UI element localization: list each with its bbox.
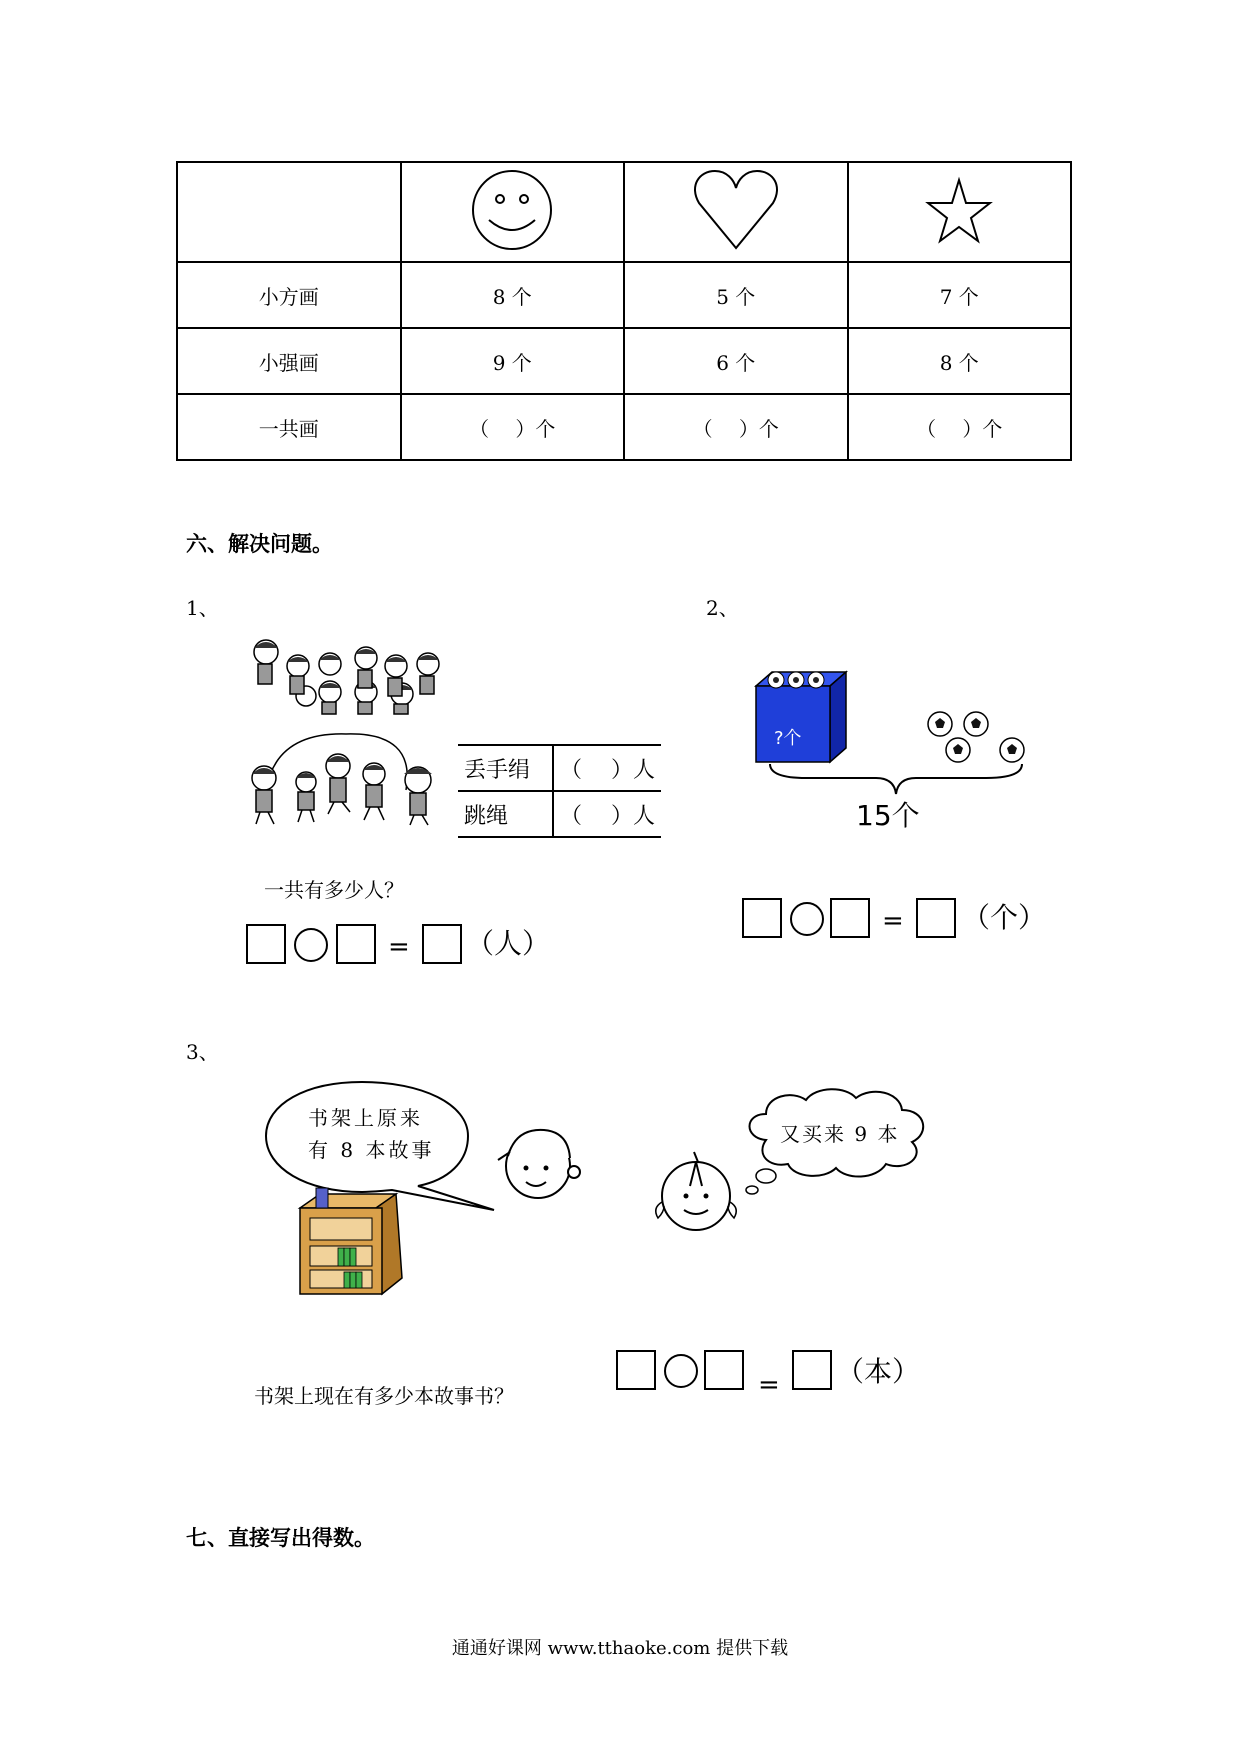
question-3-text: 书架上现在有多少本故事书？ [254, 1384, 514, 1408]
row-label: 小方画 [177, 262, 401, 328]
question-1-number: 1、 [186, 596, 219, 620]
answer-box[interactable] [704, 1350, 744, 1390]
cell-blank[interactable]: （ ）个 [401, 394, 625, 460]
table-row [458, 745, 661, 791]
drawing-count-table [176, 161, 1072, 461]
answer-box[interactable] [916, 898, 956, 938]
smiley-face-icon [467, 168, 557, 252]
question-1-text: 一共有多少人？ [264, 878, 404, 902]
table-row [177, 262, 1071, 328]
operator-circle[interactable] [790, 902, 824, 936]
girl-face-icon [650, 1150, 744, 1242]
cell-value: 8 个 [401, 262, 625, 328]
table-row [177, 394, 1071, 460]
question-2-number: 2、 [706, 596, 739, 620]
soccer-balls-illustration [926, 706, 1028, 768]
cell-blank[interactable]: （ ）个 [848, 394, 1072, 460]
thought-text: 又买来 9 本 [780, 1122, 900, 1146]
equals-sign: = [388, 932, 410, 962]
operator-circle[interactable] [294, 928, 328, 962]
operator-circle[interactable] [664, 1354, 698, 1388]
answer-box[interactable] [336, 924, 376, 964]
table-header-heart [624, 162, 848, 262]
activity-blank[interactable]: （ ）人 [553, 791, 661, 837]
heart-icon [691, 168, 781, 252]
kids-jumping-rope-illustration [246, 730, 446, 826]
equals-sign: = [758, 1370, 780, 1400]
table-corner-cell [177, 162, 401, 262]
speech-line-2: 有 8 本故事 [308, 1138, 435, 1162]
cell-value: 6 个 [624, 328, 848, 394]
total-label: 15个 [856, 799, 920, 832]
table-row [177, 328, 1071, 394]
cell-value: 7 个 [848, 262, 1072, 328]
activity-count-table [458, 744, 661, 838]
answer-box[interactable] [616, 1350, 656, 1390]
unit-label: （本） [836, 1355, 921, 1388]
answer-box[interactable] [422, 924, 462, 964]
activity-label: 跳绳 [458, 791, 553, 837]
box-unknown-label: ?个 [774, 728, 802, 749]
blue-box-of-balls-illustration [752, 668, 852, 768]
section-7-title: 七、直接写出得数。 [186, 1525, 375, 1550]
section-6-title: 六、解决问题。 [186, 531, 333, 556]
boy-face-icon [496, 1122, 582, 1204]
answer-box[interactable] [246, 924, 286, 964]
question-3-number: 3、 [186, 1040, 219, 1064]
speech-line-1: 书架上原来 [308, 1106, 423, 1130]
activity-blank[interactable]: （ ）人 [553, 745, 661, 791]
cell-value: 9 个 [401, 328, 625, 394]
row-label: 一共画 [177, 394, 401, 460]
activity-label: 丢手绢 [458, 745, 553, 791]
bookshelf-illustration [296, 1182, 408, 1298]
answer-box[interactable] [792, 1350, 832, 1390]
kids-playing-handkerchief-illustration [246, 636, 446, 716]
table-header-smiley [401, 162, 625, 262]
answer-box[interactable] [830, 898, 870, 938]
table-header-star [848, 162, 1072, 262]
unit-label: （个） [962, 901, 1047, 934]
cell-value: 5 个 [624, 262, 848, 328]
equals-sign: = [882, 906, 904, 936]
star-icon [914, 168, 1004, 252]
row-label: 小强画 [177, 328, 401, 394]
cell-value: 8 个 [848, 328, 1072, 394]
unit-label: （人） [466, 927, 551, 960]
cell-blank[interactable]: （ ）个 [624, 394, 848, 460]
page-footer: 通通好课网 www.tthaoke.com 提供下载 [451, 1638, 789, 1659]
table-row [458, 791, 661, 837]
answer-box[interactable] [742, 898, 782, 938]
